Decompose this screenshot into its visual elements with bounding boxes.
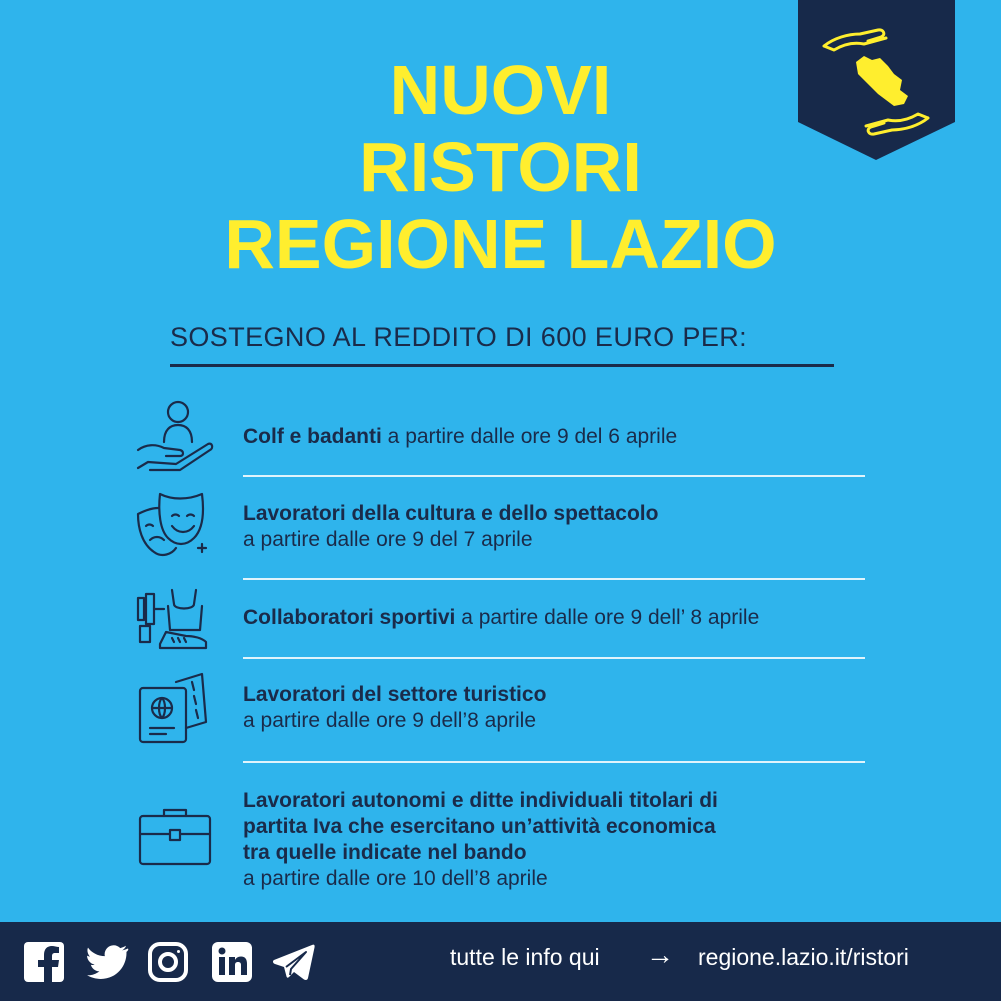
- item-5: [243, 788, 718, 892]
- item-1-bold: Colf e badanti: [243, 425, 382, 448]
- item-2: [243, 501, 658, 553]
- item-3: [243, 605, 759, 631]
- item-5-line-2: partita Iva che esercitano un’attività economica: [243, 815, 716, 838]
- info-label: tutte le info qui: [450, 944, 600, 970]
- item-3-rest: a partire dalle ore 9 dell’ 8 aprile: [455, 606, 760, 629]
- twitter-icon[interactable]: [86, 940, 130, 984]
- subtitle: SOSTEGNO AL REDDITO DI 600 EURO PER:: [170, 322, 748, 352]
- separator: [243, 475, 865, 477]
- main-title: [0, 52, 1001, 283]
- briefcase-icon: [136, 806, 214, 868]
- item-5-line-4: a partire dalle ore 10 dell’8 aprile: [243, 867, 548, 890]
- subtitle-underline: [170, 364, 834, 367]
- title-line-2: RISTORI: [359, 128, 642, 206]
- website-link[interactable]: regione.lazio.it/ristori: [698, 944, 909, 970]
- item-5-line-3: tra quelle indicate nel bando: [243, 841, 527, 864]
- item-4-line-1: Lavoratori del settore turistico: [243, 683, 547, 706]
- linkedin-icon[interactable]: [210, 940, 254, 984]
- sports-gear-icon: [136, 586, 214, 650]
- item-3-bold: Collaboratori sportivi: [243, 606, 456, 629]
- title-line-1: NUOVI: [389, 51, 612, 129]
- theater-masks-icon: [136, 488, 214, 564]
- title-line-3: REGIONE LAZIO: [224, 205, 777, 283]
- instagram-icon[interactable]: [146, 940, 190, 984]
- item-5-line-1: Lavoratori autonomi e ditte individuali titolari di: [243, 789, 718, 812]
- separator: [243, 657, 865, 659]
- footer-bar: [0, 922, 1001, 1001]
- item-4: [243, 682, 546, 734]
- item-2-line-1: Lavoratori della cultura e dello spettacolo: [243, 502, 659, 525]
- item-1: [243, 424, 677, 450]
- telegram-icon[interactable]: [272, 940, 316, 984]
- item-2-line-2: a partire dalle ore 9 del 7 aprile: [243, 528, 533, 551]
- item-1-rest: a partire dalle ore 9 del 6 aprile: [381, 425, 678, 448]
- separator: [243, 578, 865, 580]
- caregiver-hand-icon: [136, 398, 214, 474]
- passport-ticket-icon: [136, 668, 214, 744]
- separator: [243, 761, 865, 763]
- facebook-icon[interactable]: [22, 940, 66, 984]
- item-4-line-2: a partire dalle ore 9 dell’8 aprile: [243, 709, 537, 732]
- arrow-right-icon: →: [646, 939, 674, 970]
